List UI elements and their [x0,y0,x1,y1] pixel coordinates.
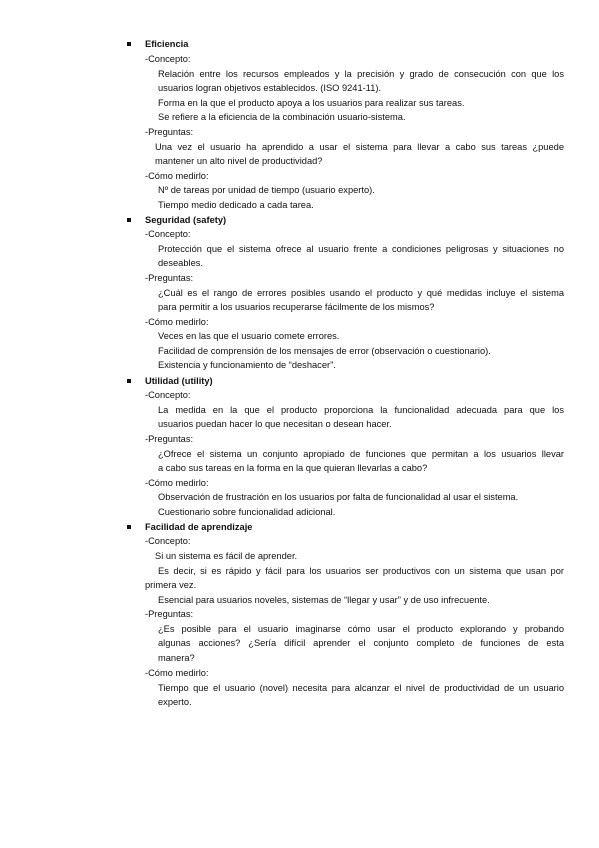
preguntas-line: algunas acciones? ¿Sería difícil aprender el conjunto completo de funciones de esta [158,638,564,648]
medirlo-label: -Cómo medirlo: [145,171,209,181]
preguntas-line: ¿Ofrece el sistema un conjunto apropiado de funciones que permitan a los usuarios llevar [158,449,564,459]
preguntas-line: ¿Es posible para el usuario imaginarse cómo usar el producto explorando y probando [158,624,564,634]
section-title: Facilidad de aprendizaje [145,522,253,532]
medirlo-label: -Cómo medirlo: [145,317,209,327]
concepto-line: Si un sistema es fácil de aprender. [155,551,298,561]
medirlo-line: Nº de tareas por unidad de tiempo (usuario experto). [158,185,375,195]
concepto-line: Esencial para usuarios noveles, sistemas de “llegar y usar” y de uso infrecuente. [158,595,490,605]
preguntas-label: -Preguntas: [145,127,194,137]
medirlo-line: experto. [158,697,192,707]
medirlo-label: -Cómo medirlo: [145,478,209,488]
preguntas-line: ¿Cuál es el rango de errores posibles usando el producto y qué medidas incluye el sistema [158,288,564,298]
preguntas-line: mantener un alto nivel de productividad? [155,156,323,166]
concepto-line: Es decir, si es rápido y fácil para los usuarios ser productivos con un sistema que usan por [158,566,564,576]
medirlo-line: Facilidad de comprensión de los mensajes de error (observación o cuestionario). [158,346,491,356]
concepto-label: -Concepto: [145,390,191,400]
section-title: Utilidad (utility) [145,376,213,386]
section-title: Seguridad (safety) [145,215,227,225]
concepto-line: Forma en la que el producto apoya a los usuarios para realizar sus tareas. [158,98,465,108]
concepto-line: deseables. [158,258,203,268]
medirlo-line: Tiempo medio dedicado a cada tarea. [158,200,314,210]
concepto-line: usuarios puedan hacer lo que necesitan o desean hacer. [158,419,392,429]
preguntas-label: -Preguntas: [145,609,194,619]
bullet-icon [127,218,131,222]
medirlo-label: -Cómo medirlo: [145,668,209,678]
concepto-line: Protección que el sistema ofrece al usuario frente a condiciones peligrosas y situaciones no [158,244,564,254]
concepto-line: Se refiere a la eficiencia de la combinación usuario-sistema. [158,112,406,122]
preguntas-line: Una vez el usuario ha aprendido a usar el sistema para llevar a cabo sus tareas ¿puede [155,142,564,152]
concepto-line: primera vez. [145,580,197,590]
medirlo-line: Existencia y funcionamiento de “deshacer”. [158,360,336,370]
preguntas-line: manera? [158,653,195,663]
preguntas-line: para permitir a los usuarios recuperarse fácilmente de los mismos? [158,302,435,312]
medirlo-line: Veces en las que el usuario comete errores. [158,331,340,341]
medirlo-line: Cuestionario sobre funcionalidad adicional. [158,507,336,517]
concepto-line: usuarios logran objetivos establecidos. (ISO 9241-11). [158,83,382,93]
concepto-label: -Concepto: [145,54,191,64]
preguntas-line: a cabo sus tareas en la forma en la que quieran llevarlas a cabo? [158,463,428,473]
bullet-icon [127,379,131,383]
concepto-line: La medida en la que el producto proporciona la funcionalidad adecuada para que los [158,405,564,415]
medirlo-line: Observación de frustración en los usuarios por falta de funcionalidad al usar el sistema. [158,492,519,502]
bullet-icon [127,42,131,46]
preguntas-label: -Preguntas: [145,434,194,444]
concepto-label: -Concepto: [145,536,191,546]
concepto-label: -Concepto: [145,229,191,239]
medirlo-line: Tiempo que el usuario (novel) necesita para alcanzar el nivel de productividad de un usuario [158,683,564,693]
concepto-line: Relación entre los recursos empleados y la precisión y grado de consecución con que los [158,69,564,79]
preguntas-label: -Preguntas: [145,273,194,283]
section-title: Eficiencia [145,39,189,49]
bullet-icon [127,525,131,529]
